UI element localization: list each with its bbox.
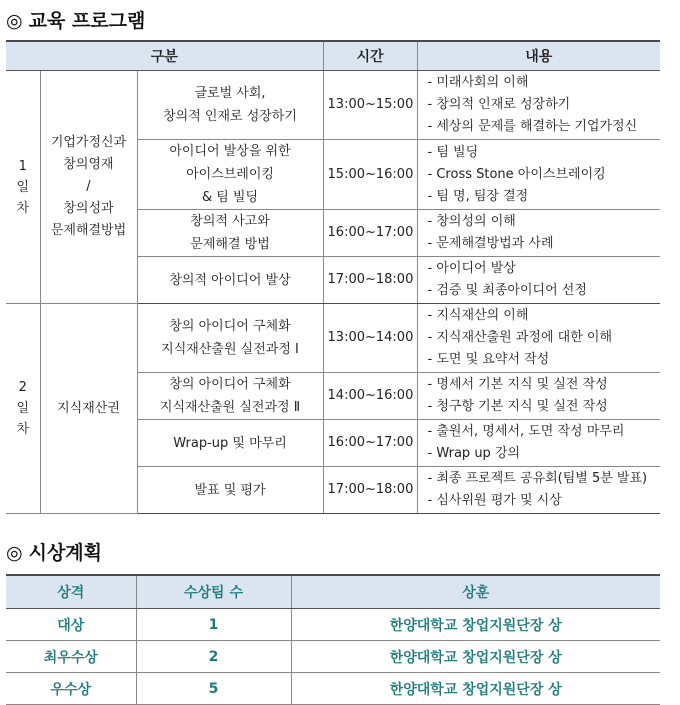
day-label-line: 일 (16, 401, 30, 416)
session-time: 16:00~17:00 (323, 420, 417, 467)
day-label (6, 304, 40, 514)
program-schedule-table (6, 40, 660, 514)
session-title-line: 창의 아이디어 구체화 (169, 319, 291, 334)
header-grade: 상격 (6, 575, 136, 609)
day-topic (40, 71, 137, 304)
day-label (6, 71, 40, 304)
session-content (417, 210, 660, 257)
session-content (417, 140, 660, 210)
header-category: 구분 (6, 41, 323, 71)
day-label-line: 2 (18, 380, 27, 395)
session-time: 15:00~16:00 (323, 140, 417, 210)
session-content (417, 420, 660, 467)
content-item: - 창의성의 이해 (427, 214, 516, 229)
content-item: - Wrap up 강의 (427, 446, 521, 461)
award-name: 한양대학교 창업지원단장 상 (291, 609, 660, 641)
program-title-text: 교육 프로그램 (28, 10, 146, 32)
session-title-line: 아이디어 발상을 위한 (169, 144, 291, 159)
day-topic-line: 기업가정신과 (50, 135, 127, 150)
award-name: 한양대학교 창업지원단장 상 (291, 641, 660, 673)
awards-section-title (6, 538, 102, 565)
session-title (137, 71, 323, 140)
session-title (137, 420, 323, 467)
content-item: - 팀 빌딩 (427, 144, 479, 160)
award-teams: 5 (136, 673, 291, 705)
award-row (6, 641, 660, 673)
session-title (137, 210, 323, 257)
header-award: 상훈 (291, 575, 660, 609)
session-content (417, 257, 660, 304)
session-title (137, 467, 323, 514)
day-label-line: 차 (16, 200, 30, 216)
content-item: - 세상의 문제를 해결하는 기업가정신 (427, 119, 638, 134)
session-title-line: & 팀 빌딩 (201, 190, 259, 205)
session-time: 13:00~15:00 (323, 71, 417, 140)
day-label-line: 차 (16, 422, 30, 437)
session-title (137, 257, 323, 304)
header-teams: 수상팀 수 (136, 575, 291, 609)
content-item: - 문제해결방법과 사례 (427, 236, 554, 251)
day-topic-line: 문제해결방법 (50, 223, 127, 238)
award-row (6, 673, 660, 705)
session-time: 16:00~17:00 (323, 210, 417, 257)
session-title (137, 140, 323, 210)
session-title-line: 발표 및 평가 (194, 482, 266, 498)
session-time: 17:00~18:00 (323, 467, 417, 514)
schedule-header-row (6, 41, 660, 71)
content-item: - 검증 및 최종아이디어 선정 (427, 283, 587, 298)
session-title-line: 문제해결 방법 (190, 237, 270, 252)
session-title-line: 창의적 인재로 성장하기 (163, 109, 297, 124)
award-grade: 우수상 (6, 673, 136, 705)
session-title-line: 글로벌 사회, (194, 86, 266, 101)
awards-title-text: 시상계획 (28, 542, 103, 564)
session-title-line: 창의 아이디어 구체화 (169, 377, 291, 392)
session-title (137, 373, 323, 420)
bullseye-icon: ◎ (6, 10, 23, 32)
award-grade: 대상 (6, 609, 136, 641)
session-content (417, 467, 660, 514)
award-teams: 2 (136, 641, 291, 673)
content-item: - 청구항 기본 지식 및 실전 작성 (427, 399, 608, 414)
content-item: - 지식재산의 이해 (427, 308, 529, 323)
content-item: - 심사위원 평가 및 시상 (427, 493, 562, 508)
content-item: - 출원서, 명세서, 도면 작성 마무리 (427, 424, 625, 439)
day-topic-line: 창의영재 (63, 157, 114, 172)
header-time: 시간 (323, 41, 417, 71)
award-row (6, 609, 660, 641)
day-topic-line: 지식재산권 (57, 400, 120, 416)
content-item: - 명세서 기본 지식 및 실전 작성 (427, 377, 608, 392)
session-title (137, 304, 323, 373)
bullseye-icon: ◎ (6, 542, 23, 564)
content-item: - 지식재산출원 과정에 대한 이해 (427, 330, 613, 345)
session-title-line: 지식재산출원 실전과정 Ⅱ (159, 400, 301, 415)
day-topic-line: 창의성과 (63, 201, 114, 216)
content-item: - 창의적 인재로 성장하기 (427, 97, 571, 112)
day-label-line: 일 (16, 179, 30, 195)
day-topic-line: / (86, 179, 91, 194)
session-title-line: 지식재산출원 실전과정 Ⅰ (161, 342, 299, 357)
awards-table (6, 574, 660, 705)
award-teams: 1 (136, 609, 291, 641)
content-item: - 최종 프로젝트 공유회(팀별 5분 발표) (427, 471, 648, 486)
award-name: 한양대학교 창업지원단장 상 (291, 673, 660, 705)
session-title-line: 아이스브레이킹 (186, 167, 274, 182)
content-item: - 팀 명, 팀장 결정 (427, 188, 529, 204)
schedule-row (6, 71, 660, 140)
session-content (417, 71, 660, 140)
schedule-row (6, 304, 660, 373)
awards-header-row (6, 575, 660, 609)
content-item: - 아이디어 발상 (427, 261, 516, 276)
session-content (417, 373, 660, 420)
program-section-title (6, 6, 145, 33)
day-topic (40, 304, 137, 514)
session-title-line: 창의적 아이디어 발상 (169, 272, 291, 288)
session-time: 14:00~16:00 (323, 373, 417, 420)
day-label-line: 1 (18, 158, 27, 174)
content-item: - 미래사회의 이해 (427, 75, 529, 90)
award-grade: 최우수상 (6, 641, 136, 673)
content-item: - 도면 및 요약서 작성 (427, 352, 550, 367)
session-time: 17:00~18:00 (323, 257, 417, 304)
header-content: 내용 (417, 41, 660, 71)
content-item: - Cross Stone 아이스브레이킹 (427, 166, 606, 182)
session-time: 13:00~14:00 (323, 304, 417, 373)
session-title-line: 창의적 사고와 (190, 214, 270, 229)
session-content (417, 304, 660, 373)
session-title-line: Wrap-up 및 마무리 (173, 435, 287, 451)
